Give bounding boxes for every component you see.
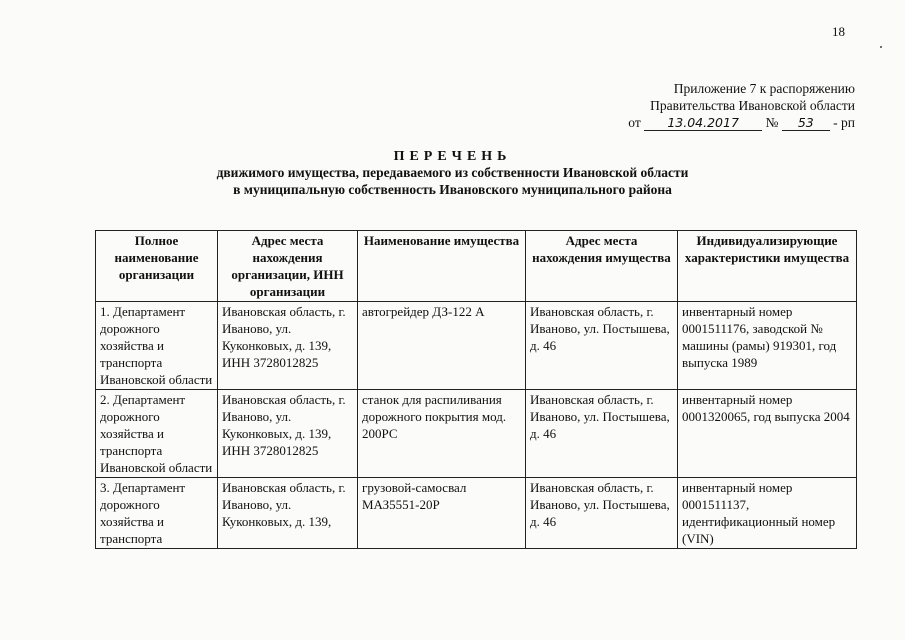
order-date: 13.04.2017 <box>644 116 762 131</box>
column-header: Адрес места нахождения имущества <box>526 231 678 302</box>
document-subtitle-line-2: в муниципальную собственность Ивановского муниципального района <box>233 181 672 197</box>
table-header-row <box>96 231 857 302</box>
page-number: 18 <box>832 24 845 39</box>
document-subtitle-line-1: движимого имущества, передаваемого из собственности Ивановской области <box>216 165 689 180</box>
appendix-line-1: Приложение 7 к распоряжению <box>673 81 855 96</box>
cell-organization: 3. Департамент дорожного хозяйства и транспорта <box>96 478 218 549</box>
document-title: ПЕРЕЧЕНЬ <box>393 149 512 164</box>
cell-property-name: автогрейдер ДЗ-122 А <box>358 302 526 390</box>
cell-property-address: Ивановская область, г. Иваново, ул. Постышева, д. 46 <box>526 390 678 478</box>
cell-property-address: Ивановская область, г. Иваново, ул. Постышева, д. 46 <box>526 302 678 390</box>
property-table <box>95 230 857 549</box>
cell-characteristics: инвентарный номер 0001511137, идентификационный номер (VIN) <box>678 478 857 549</box>
cell-characteristics: инвентарный номер 0001511176, заводской № машины (рамы) 919301, год выпуска 1989 <box>678 302 857 390</box>
cell-organization-address: Ивановская область, г. Иваново, ул. Куконковых, д. 139, ИНН 3728012825 <box>218 302 358 390</box>
table-row <box>96 302 857 390</box>
column-header: Адрес места нахождения организации, ИНН организации <box>218 231 358 302</box>
cell-property-address: Ивановская область, г. Иваново, ул. Постышева, д. 46 <box>526 478 678 549</box>
appendix-line-2: Правительства Ивановской области <box>650 98 855 113</box>
cell-organization: 1. Департамент дорожного хозяйства и транспорта Ивановской области <box>96 302 218 390</box>
cell-characteristics: инвентарный номер 0001320065, год выпуска 2004 <box>678 390 857 478</box>
cell-property-name: грузовой-самосвал МАЗ5551-20Р <box>358 478 526 549</box>
order-number: 53 <box>782 116 830 131</box>
number-sign: № <box>765 115 779 130</box>
table-row <box>96 390 857 478</box>
cell-property-name: станок для распиливания дорожного покрытия мод. 200РС <box>358 390 526 478</box>
cell-organization: 2. Департамент дорожного хозяйства и транспорта Ивановской области <box>96 390 218 478</box>
from-prefix: от <box>628 115 641 130</box>
column-header: Наименование имущества <box>358 231 526 302</box>
order-suffix: - рп <box>833 115 855 130</box>
table-row <box>96 478 857 549</box>
column-header: Индивидуализирующие характеристики имущества <box>678 231 857 302</box>
cell-organization-address: Ивановская область, г. Иваново, ул. Куконковых, д. 139, <box>218 478 358 549</box>
cell-organization-address: Ивановская область, г. Иваново, ул. Куконковых, д. 139, ИНН 3728012825 <box>218 390 358 478</box>
column-header: Полное наименование организации <box>96 231 218 302</box>
